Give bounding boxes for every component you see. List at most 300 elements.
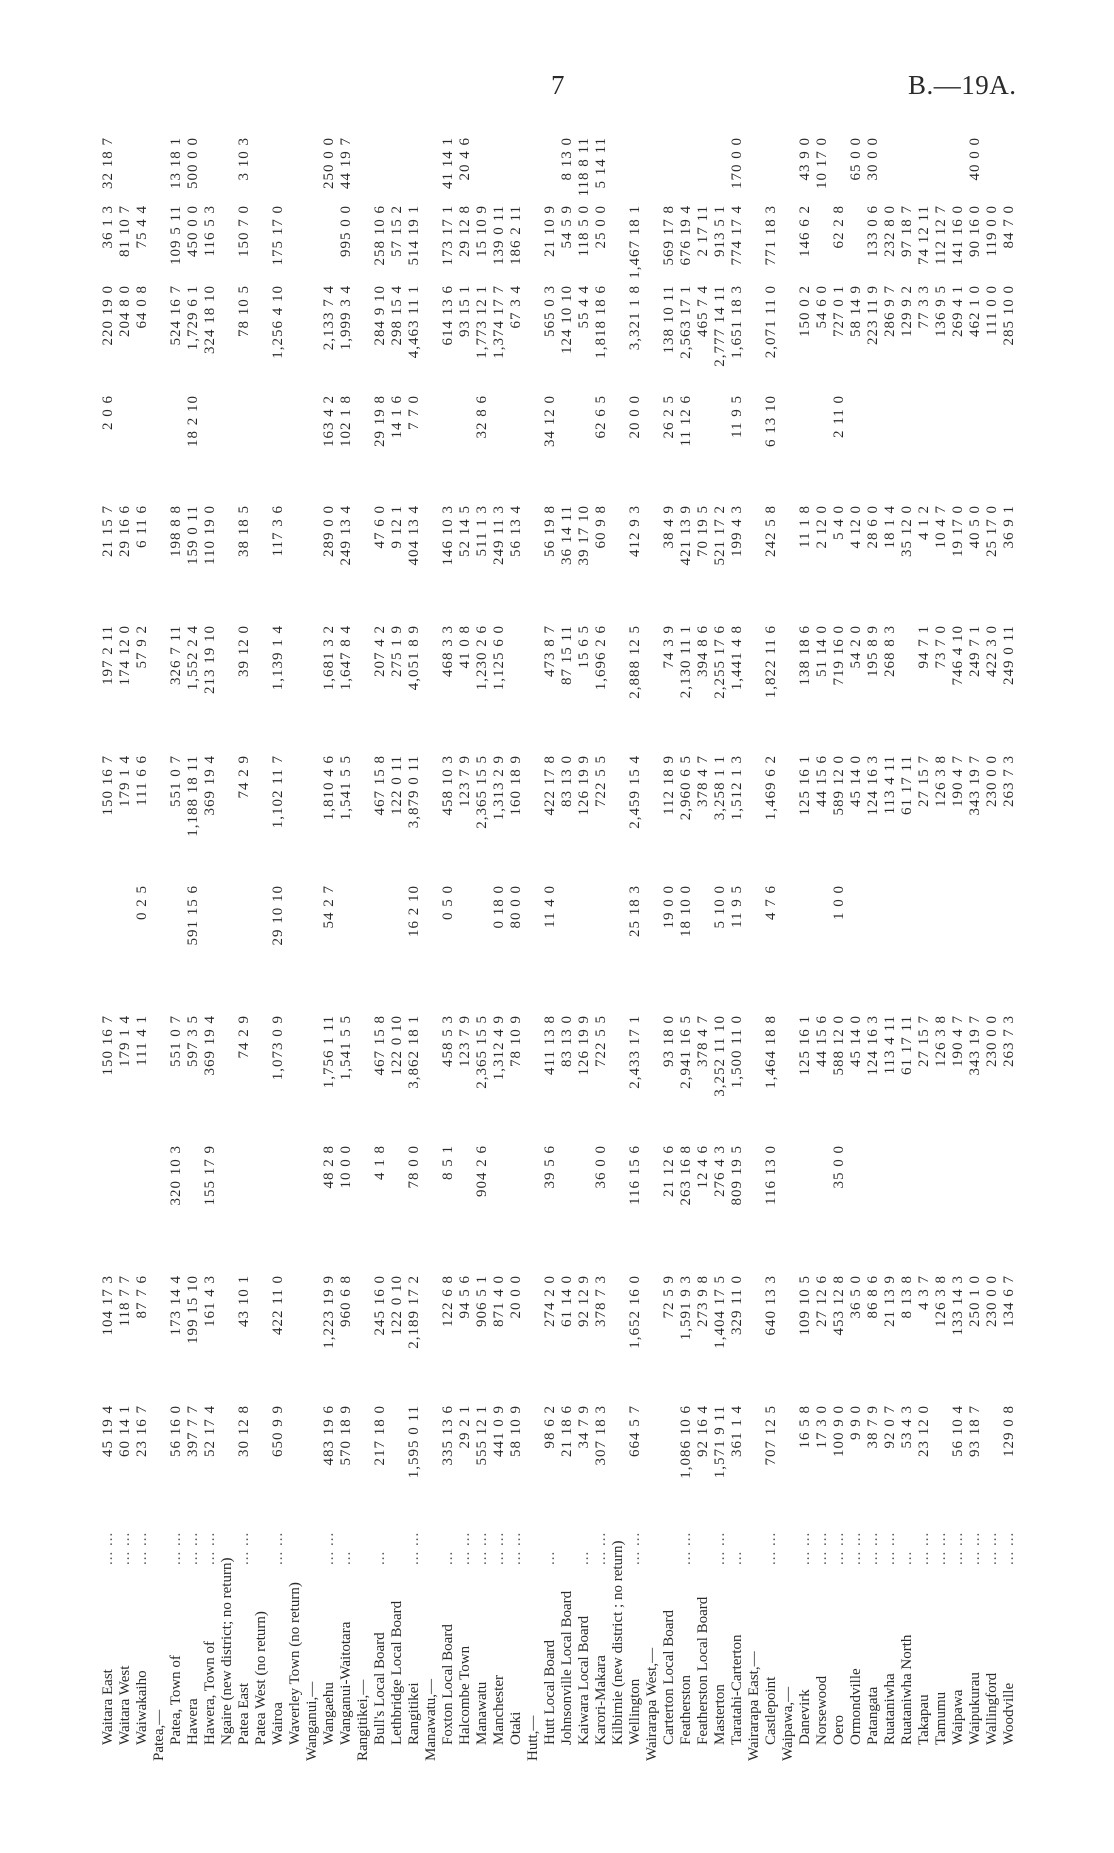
amount-cell: 21 12 6 — [661, 1145, 677, 1197]
amount-cell: 289 0 0 — [321, 505, 337, 557]
amount-cell: 29 10 10 — [270, 885, 286, 946]
amount-cell: 4 1 2 — [916, 505, 932, 540]
amount-cell: 8 5 1 — [440, 1145, 456, 1180]
amount-cell: 5 14 11 — [593, 137, 609, 189]
amount-cell: 1,552 2 4 — [185, 625, 201, 691]
amount-cell: 521 17 2 — [712, 505, 728, 566]
amount-cell: 1,651 18 3 — [729, 285, 745, 359]
dot-leader: ... ... — [117, 1531, 133, 1565]
amount-cell: 1,230 2 6 — [474, 625, 490, 691]
amount-cell: 3,252 11 10 — [712, 1015, 728, 1097]
amount-cell: 90 16 0 — [967, 205, 983, 257]
amount-cell: 378 7 3 — [593, 1275, 609, 1327]
amount-cell: 104 17 3 — [100, 1275, 116, 1336]
amount-cell: 199 15 10 — [185, 1275, 201, 1344]
amount-cell: 124 16 3 — [865, 755, 881, 816]
amount-cell: 30 12 8 — [236, 1405, 252, 1457]
amount-cell: 81 10 7 — [117, 205, 133, 257]
amount-cell: 43 9 0 — [797, 137, 813, 181]
amount-cell: 174 12 0 — [117, 625, 133, 686]
amount-cell: 249 11 3 — [491, 505, 507, 565]
amount-cell: 1,441 4 8 — [729, 625, 745, 691]
amount-cell: 6 11 6 — [134, 505, 150, 548]
district-name: Bull's Local Board — [372, 1632, 388, 1745]
amount-cell: 614 13 6 — [440, 285, 456, 346]
amount-cell: 746 4 10 — [950, 625, 966, 686]
amount-cell: 21 13 9 — [882, 1275, 898, 1327]
amount-cell: 98 6 2 — [542, 1405, 558, 1449]
amount-cell: 123 7 9 — [457, 1015, 473, 1067]
amount-cell: 102 1 8 — [338, 395, 354, 447]
amount-cell: 809 19 5 — [729, 1145, 745, 1206]
amount-cell: 1,999 3 4 — [338, 285, 354, 351]
amount-cell: 722 5 5 — [593, 755, 609, 807]
amount-cell: 111 6 6 — [134, 755, 150, 806]
amount-cell: 20 0 0 — [508, 1275, 524, 1319]
amount-cell: 36 14 11 — [559, 505, 575, 565]
amount-cell: 118 7 7 — [117, 1275, 133, 1327]
district-name: Lethbridge Local Board — [389, 1600, 405, 1745]
amount-cell: 4 7 6 — [763, 885, 779, 920]
amount-cell: 250 0 0 — [321, 137, 337, 189]
amount-cell: 23 12 0 — [916, 1405, 932, 1457]
amount-cell: 25 18 3 — [627, 885, 643, 937]
amount-cell: 258 10 6 — [372, 205, 388, 266]
district-name: Wellington — [627, 1678, 643, 1745]
amount-cell: 40 0 0 — [967, 137, 983, 181]
dot-leader: ... ... — [168, 1531, 184, 1565]
amount-cell: 1,500 11 0 — [729, 1015, 745, 1089]
amount-cell: 10 0 0 — [338, 1145, 354, 1189]
district-name: Hutt Local Board — [542, 1640, 558, 1745]
amount-cell: 54 2 7 — [321, 885, 337, 929]
amount-cell: 27 12 6 — [814, 1275, 830, 1327]
amount-cell: 369 19 4 — [202, 755, 218, 816]
amount-cell: 2,130 11 1 — [678, 625, 694, 699]
amount-cell: 913 5 1 — [712, 205, 728, 257]
amount-cell: 14 1 6 — [389, 395, 405, 439]
amount-cell: 117 3 6 — [270, 505, 286, 557]
dot-leader: ... ... — [831, 1531, 847, 1565]
amount-cell: 1,313 2 9 — [491, 755, 507, 821]
amount-cell: 21 15 7 — [100, 505, 116, 557]
amount-cell: 126 3 8 — [933, 1015, 949, 1067]
amount-cell: 39 5 6 — [542, 1145, 558, 1189]
district-name: Wallingford — [984, 1672, 1000, 1745]
amount-cell: 111 0 0 — [984, 285, 1000, 336]
amount-cell: 100 9 0 — [831, 1405, 847, 1457]
amount-cell: 54 5 9 — [559, 205, 575, 249]
amount-cell: 2,189 17 2 — [406, 1275, 422, 1349]
amount-cell: 48 2 8 — [321, 1145, 337, 1189]
amount-cell: 122 0 10 — [389, 1015, 405, 1076]
amount-cell: 722 5 5 — [593, 1015, 609, 1067]
amount-cell: 73 7 0 — [933, 625, 949, 669]
amount-cell: 150 16 7 — [100, 755, 116, 816]
amount-cell: 3,258 1 1 — [712, 755, 728, 821]
amount-cell: 369 19 4 — [202, 1015, 218, 1076]
amount-cell: 56 16 0 — [168, 1405, 184, 1457]
amount-cell: 268 8 3 — [882, 625, 898, 677]
amount-cell: 565 0 3 — [542, 285, 558, 337]
dot-leader: ... ... — [814, 1531, 830, 1565]
amount-cell: 75 4 4 — [134, 205, 150, 249]
amount-cell: 60 14 1 — [117, 1405, 133, 1457]
amount-cell: 29 19 8 — [372, 395, 388, 447]
amount-cell: 125 16 1 — [797, 1015, 813, 1076]
district-name: Woodville — [1001, 1682, 1017, 1745]
amount-cell: 404 13 4 — [406, 505, 422, 566]
amount-cell: 20 4 6 — [457, 137, 473, 181]
amount-cell: 44 19 7 — [338, 137, 354, 189]
amount-cell: 190 4 7 — [950, 1015, 966, 1067]
amount-cell: 44 15 6 — [814, 1015, 830, 1067]
amount-cell: 378 4 7 — [695, 1015, 711, 1067]
amount-cell: 1,541 5 5 — [338, 755, 354, 821]
amount-cell: 10 4 7 — [933, 505, 949, 549]
district-name: Danevirk — [797, 1689, 813, 1745]
amount-cell: 21 10 9 — [542, 205, 558, 257]
dot-leader: ... — [338, 1550, 354, 1565]
amount-cell: 126 3 8 — [933, 1275, 949, 1327]
amount-cell: 44 15 6 — [814, 755, 830, 807]
amount-cell: 1,102 11 7 — [270, 755, 286, 829]
amount-cell: 1,681 3 2 — [321, 625, 337, 691]
amount-cell: 94 5 6 — [457, 1275, 473, 1319]
amount-cell: 77 3 3 — [916, 285, 932, 329]
amount-cell: 109 5 11 — [168, 205, 184, 265]
amount-cell: 2,563 17 1 — [678, 285, 694, 359]
amount-cell: 43 10 1 — [236, 1275, 252, 1327]
dot-leader: ... ... — [185, 1531, 201, 1565]
district-name: Waipukurau — [967, 1672, 983, 1745]
amount-cell: 640 13 3 — [763, 1275, 779, 1336]
amount-cell: 39 12 0 — [236, 625, 252, 677]
amount-cell: 87 7 6 — [134, 1275, 150, 1319]
amount-cell: 707 12 5 — [763, 1405, 779, 1466]
amount-cell: 483 19 6 — [321, 1405, 337, 1466]
dot-leader: ... — [576, 1550, 592, 1565]
amount-cell: 97 18 7 — [899, 205, 915, 257]
amount-cell: 55 4 4 — [576, 285, 592, 329]
amount-cell: 54 6 0 — [814, 285, 830, 329]
district-name: Karori-Makara — [593, 1655, 609, 1745]
amount-cell: 230 0 0 — [984, 1275, 1000, 1327]
district-name: Carterton Local Board — [661, 1610, 677, 1745]
amount-cell: 204 8 0 — [117, 285, 133, 337]
dot-leader: ... ... — [321, 1531, 337, 1565]
amount-cell: 245 16 0 — [372, 1275, 388, 1336]
amount-cell: 18 1 4 — [882, 505, 898, 549]
amount-cell: 25 17 0 — [984, 505, 1000, 557]
amount-cell: 473 8 7 — [542, 625, 558, 677]
district-name: Patea West (no return) — [253, 1611, 269, 1745]
amount-cell: 2,071 11 0 — [763, 285, 779, 359]
amount-cell: 1,086 10 6 — [678, 1405, 694, 1479]
amount-cell: 1,773 12 1 — [474, 285, 490, 359]
amount-cell: 1,729 6 1 — [185, 285, 201, 351]
amount-cell: 588 12 0 — [831, 1015, 847, 1076]
amount-cell: 9 9 0 — [848, 1405, 864, 1440]
amount-cell: 123 7 9 — [457, 755, 473, 807]
amount-cell: 298 15 4 — [389, 285, 405, 346]
amount-cell: 676 19 4 — [678, 205, 694, 266]
district-name: Norsewood — [814, 1675, 830, 1745]
amount-cell: 175 17 0 — [270, 205, 286, 266]
amount-cell: 15 10 9 — [474, 205, 490, 257]
district-name: Kilbirnie (new district ; no return) — [610, 1540, 626, 1745]
amount-cell: 230 0 0 — [984, 755, 1000, 807]
amount-cell: 35 12 0 — [899, 505, 915, 557]
amount-cell: 0 18 0 — [491, 885, 507, 929]
amount-cell: 249 0 11 — [1001, 625, 1017, 685]
amount-cell: 2,888 12 5 — [627, 625, 643, 699]
amount-cell: 58 10 9 — [508, 1405, 524, 1457]
amount-cell: 18 10 0 — [678, 885, 694, 937]
amount-cell: 2,255 17 6 — [712, 625, 728, 699]
amount-cell: 2 11 0 — [831, 395, 847, 438]
amount-cell: 74 2 9 — [236, 755, 252, 799]
district-name: Ngaire (new district; no return) — [219, 1557, 235, 1745]
amount-cell: 1,591 9 3 — [678, 1275, 694, 1341]
amount-cell: 116 5 3 — [202, 205, 218, 257]
amount-cell: 2,365 15 5 — [474, 755, 490, 829]
amount-cell: 122 0 11 — [389, 755, 405, 815]
amount-cell: 422 17 8 — [542, 755, 558, 816]
amount-cell: 70 19 5 — [695, 505, 711, 557]
amount-cell: 1,223 19 9 — [321, 1275, 337, 1349]
amount-cell: 133 14 3 — [950, 1275, 966, 1336]
dot-leader: ... ... — [967, 1531, 983, 1565]
amount-cell: 190 4 7 — [950, 755, 966, 807]
dot-leader: ... ... — [678, 1531, 694, 1565]
amount-cell: 16 2 10 — [406, 885, 422, 937]
amount-cell: 56 13 4 — [508, 505, 524, 557]
amount-cell: 284 9 10 — [372, 285, 388, 346]
amount-cell: 61 17 11 — [899, 1015, 915, 1075]
amount-cell: 1,374 17 7 — [491, 285, 507, 359]
dot-leader: ... ... — [491, 1531, 507, 1565]
amount-cell: 29 2 1 — [457, 1405, 473, 1449]
amount-cell: 150 16 7 — [100, 1015, 116, 1076]
amount-cell: 1,696 2 6 — [593, 625, 609, 691]
district-name: Wairarapa West,— — [644, 1647, 660, 1761]
amount-cell: 119 0 0 — [984, 205, 1000, 257]
amount-cell: 2,133 7 4 — [321, 285, 337, 351]
amount-cell: 343 19 7 — [967, 1015, 983, 1076]
amount-cell: 116 13 0 — [763, 1145, 779, 1205]
amount-cell: 11 1 8 — [797, 505, 813, 548]
amount-cell: 129 9 2 — [899, 285, 915, 337]
amount-cell: 2,960 6 5 — [678, 755, 694, 821]
amount-cell: 551 0 7 — [168, 1015, 184, 1067]
amount-cell: 0 2 5 — [134, 885, 150, 920]
amount-cell: 29 16 6 — [117, 505, 133, 557]
amount-cell: 230 0 0 — [984, 1015, 1000, 1067]
amount-cell: 3,321 1 8 — [627, 285, 643, 351]
amount-cell: 186 2 11 — [508, 205, 524, 265]
amount-cell: 4 3 7 — [916, 1275, 932, 1310]
amount-cell: 199 4 3 — [729, 505, 745, 557]
amount-cell: 198 8 8 — [168, 505, 184, 557]
amount-cell: 1,464 18 8 — [763, 1015, 779, 1089]
amount-cell: 286 9 7 — [882, 285, 898, 337]
amount-cell: 1,256 4 10 — [270, 285, 286, 359]
amount-cell: 72 5 9 — [661, 1275, 677, 1319]
dot-leader: ... ... — [984, 1531, 1000, 1565]
amount-cell: 223 11 9 — [865, 285, 881, 345]
dot-leader: ... ... — [763, 1531, 779, 1565]
amount-cell: 52 17 4 — [202, 1405, 218, 1457]
district-name: Manawatu — [474, 1681, 490, 1745]
amount-cell: 0 5 0 — [440, 885, 456, 920]
amount-cell: 138 18 6 — [797, 625, 813, 686]
district-name: Manawatu,— — [423, 1678, 439, 1761]
amount-cell: 5 10 0 — [712, 885, 728, 929]
amount-cell: 1,512 1 3 — [729, 755, 745, 821]
amount-cell: 335 13 6 — [440, 1405, 456, 1466]
amount-cell: 141 16 0 — [950, 205, 966, 266]
amount-cell: 116 15 6 — [627, 1145, 643, 1205]
district-name: Waitara East — [100, 1669, 116, 1745]
table-row — [998, 133, 1021, 1765]
amount-cell: 361 1 4 — [729, 1405, 745, 1457]
amount-cell: 394 8 6 — [695, 625, 711, 677]
amount-cell: 343 19 7 — [967, 755, 983, 816]
amount-cell: 2,777 14 11 — [712, 285, 728, 367]
amount-cell: 93 18 0 — [661, 1015, 677, 1067]
district-name: Rangitikei,— — [355, 1679, 371, 1761]
district-name: Patea East — [236, 1682, 252, 1745]
amount-cell: 2,433 17 1 — [627, 1015, 643, 1089]
amount-cell: 871 4 0 — [491, 1275, 507, 1327]
amount-cell: 719 16 0 — [831, 625, 847, 686]
amount-cell: 113 4 11 — [882, 1015, 898, 1075]
dot-leader: ... ... — [933, 1531, 949, 1565]
amount-cell: 18 2 10 — [185, 395, 201, 447]
amount-cell: 34 7 9 — [576, 1405, 592, 1449]
amount-cell: 5 4 0 — [831, 505, 847, 540]
amount-cell: 112 12 7 — [933, 205, 949, 265]
amount-cell: 136 9 5 — [933, 285, 949, 337]
amount-cell: 163 4 2 — [321, 395, 337, 447]
amount-cell: 458 5 3 — [440, 1015, 456, 1067]
dot-leader: ... — [372, 1550, 388, 1565]
amount-cell: 125 16 1 — [797, 755, 813, 816]
amount-cell: 124 10 10 — [559, 285, 575, 354]
amount-cell: 113 4 11 — [882, 755, 898, 815]
district-name: Wairoa — [270, 1702, 286, 1745]
amount-cell: 38 7 9 — [865, 1405, 881, 1449]
amount-cell: 1,595 0 11 — [406, 1405, 422, 1479]
dot-leader: ... ... — [712, 1531, 728, 1565]
amount-cell: 36 1 3 — [100, 205, 116, 249]
amount-cell: 514 19 1 — [406, 205, 422, 266]
amount-cell: 263 7 3 — [1001, 1015, 1017, 1067]
amount-cell: 285 10 0 — [1001, 285, 1017, 346]
amount-cell: 112 18 9 — [661, 755, 677, 815]
amount-cell: 213 19 10 — [202, 625, 218, 694]
amount-cell: 34 12 0 — [542, 395, 558, 447]
district-name: Takapau — [916, 1694, 932, 1745]
amount-cell: 32 8 6 — [474, 395, 490, 439]
amount-cell: 84 7 0 — [1001, 205, 1017, 249]
amount-cell: 36 0 0 — [593, 1145, 609, 1189]
amount-cell: 93 18 7 — [967, 1405, 983, 1457]
amount-cell: 20 0 0 — [627, 395, 643, 439]
amount-cell: 16 5 8 — [797, 1405, 813, 1449]
amount-cell: 23 16 7 — [134, 1405, 150, 1457]
amount-cell: 41 0 8 — [457, 625, 473, 669]
amount-cell: 453 12 8 — [831, 1275, 847, 1336]
amount-cell: 8 13 0 — [559, 137, 575, 181]
dot-leader: ... ... — [1001, 1531, 1017, 1565]
amount-cell: 263 16 8 — [678, 1145, 694, 1206]
amount-cell: 80 0 0 — [508, 885, 524, 929]
amount-cell: 465 7 4 — [695, 285, 711, 337]
amount-cell: 32 18 7 — [100, 137, 116, 189]
dot-leader: ... ... — [100, 1531, 116, 1565]
amount-cell: 109 10 5 — [797, 1275, 813, 1336]
amount-cell: 275 1 9 — [389, 625, 405, 677]
amount-cell: 727 0 1 — [831, 285, 847, 337]
amount-cell: 2 0 6 — [100, 395, 116, 430]
amount-cell: 126 3 8 — [933, 755, 949, 807]
amount-cell: 92 12 9 — [576, 1275, 592, 1327]
amount-cell: 74 12 11 — [916, 205, 932, 265]
dot-leader: ... ... — [797, 1531, 813, 1565]
amount-cell: 179 1 4 — [117, 1015, 133, 1067]
amount-cell: 173 17 1 — [440, 205, 456, 266]
amount-cell: 27 15 7 — [916, 1015, 932, 1067]
amount-cell: 220 19 0 — [100, 285, 116, 346]
amount-cell: 11 4 0 — [542, 885, 558, 928]
dot-leader: ... ... — [916, 1531, 932, 1565]
amount-cell: 276 4 3 — [712, 1145, 728, 1197]
dot-leader: ... ... — [202, 1531, 218, 1565]
district-name: Wangaehu — [321, 1682, 337, 1745]
district-name: Otaki — [508, 1711, 524, 1745]
amount-cell: 4 12 0 — [848, 505, 864, 549]
amount-cell: 29 12 8 — [457, 205, 473, 257]
district-name: Waitara West — [117, 1665, 133, 1745]
amount-cell: 249 7 1 — [967, 625, 983, 677]
amount-cell: 150 0 2 — [797, 285, 813, 337]
amount-cell: 450 0 0 — [185, 205, 201, 257]
amount-cell: 38 4 9 — [661, 505, 677, 549]
amount-cell: 555 12 1 — [474, 1405, 490, 1466]
amount-cell: 1,073 0 9 — [270, 1015, 286, 1081]
amount-cell: 1,312 4 9 — [491, 1015, 507, 1081]
district-name: Wairarapa East,— — [746, 1651, 762, 1761]
amount-cell: 129 0 8 — [1001, 1405, 1017, 1457]
rotated-table — [97, 133, 1035, 1765]
amount-cell: 378 4 7 — [695, 755, 711, 807]
amount-cell: 2,941 16 5 — [678, 1015, 694, 1089]
dot-leader: ... — [899, 1550, 915, 1565]
amount-cell: 1,125 6 0 — [491, 625, 507, 691]
amount-cell: 146 10 3 — [440, 505, 456, 566]
amount-cell: 1,467 18 1 — [627, 205, 643, 279]
amount-cell: 1,810 4 6 — [321, 755, 337, 821]
district-name: Waverley Town (no return) — [287, 1582, 303, 1745]
amount-cell: 10 17 0 — [814, 137, 830, 189]
district-name: Wanganui-Waitotara — [338, 1621, 354, 1745]
amount-cell: 511 1 3 — [474, 505, 490, 557]
amount-cell: 25 0 0 — [593, 205, 609, 249]
amount-cell: 8 13 8 — [899, 1275, 915, 1319]
amount-cell: 3 10 3 — [236, 137, 252, 181]
